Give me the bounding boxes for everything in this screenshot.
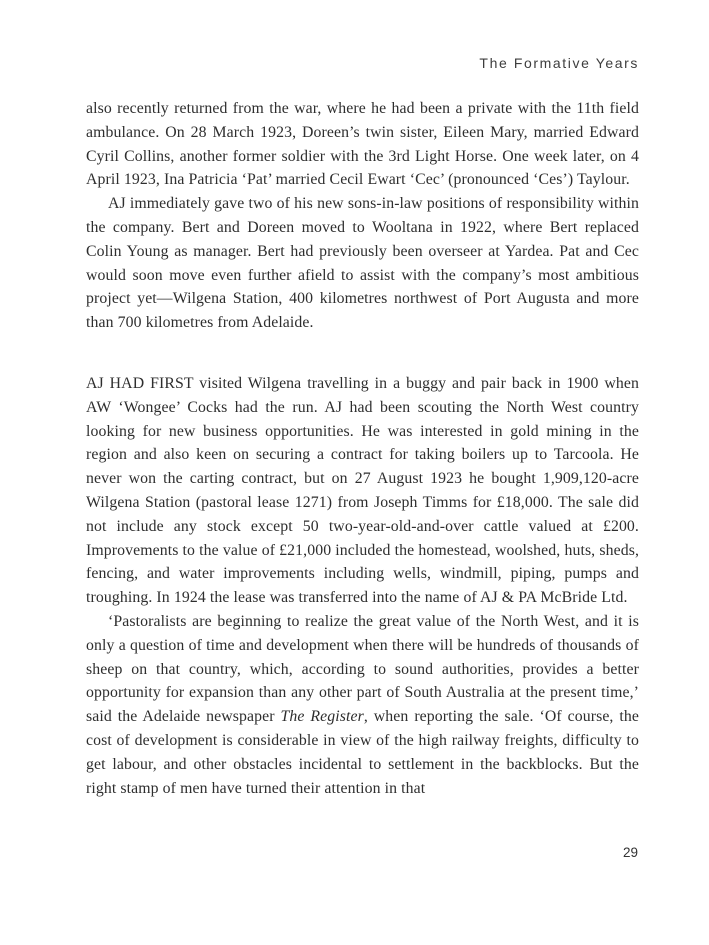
running-header: The Formative Years [479,55,639,71]
text-run: , when reporting the sale. ‘Of course, the cost of development is considerable in view of the high railway freights, difficulty to get labour, and other obstacles incidental to settlement in the backblocks. But the right stamp of men have turned their attention in that [86,708,639,797]
text-run: also recently returned from the war, where he had been a private with the 11th field ambulance. On 28 March 1923, Doreen’s twin sister, Eileen Mary, married Edward Cyril Collins, another former soldier with the 3rd Light Horse. One week later, on 4 April 1923, Ina Patricia ‘Pat’ married Cecil Ewart ‘Cec’ (pronounced ‘Ces’) Taylour. [86,100,639,189]
text-run: ‘Pastoralists are beginning to realize the great value of the North West, and it is only a question of time and development when there will be hundreds of thousands of sheep on that country, which, according to sound authorities, provides a better opportunity for expansion than any other part of South Australia at the present time,’ said the Adelaide newspaper [86,612,639,726]
paragraph [86,192,639,335]
text-run: AJ immediately gave two of his new sons-in-law positions of responsibility within the company. Bert and Doreen moved to Wooltana in 1922, where Bert replaced Colin Young as manager. Bert had previously been overseer at Yardea. Pat and Cec would soon move even further afield to assist with the company’s most ambitious project yet—Wilgena Station, 400 kilometres northwest of Port Augusta and more than 700 kilometres from Adelaide. [86,195,639,332]
text-run: AJ HAD FIRST visited Wilgena travelling in a buggy and pair back in 1900 when AW ‘Wongee’ Cocks had the run. AJ had been scouting the North West country looking for new business opportunities. He was interested in gold mining in the region and also keen on securing a contract for taking boilers up to Tarcoola. He never won the carting contract, but on 27 August 1923 he bought 1,909,120-acre Wilgena Station (pastoral lease 1271) from Joseph Timms for £18,000. The sale did not include any stock except 50 two-year-old-and-over cattle valued at £200. Improvements to the value of £21,000 included the homestead, woolshed, huts, sheds, fencing, and water improvements including wells, windmill, piping, pumps and troughing. In 1924 the lease was transferred into the name of AJ & PA McBride Ltd. [86,374,639,607]
italic-text-run: The Register [280,708,364,726]
paragraph [86,372,639,610]
paragraph [86,97,639,192]
paragraph [86,610,639,800]
page-body [86,97,639,800]
page-number: 29 [622,845,638,860]
